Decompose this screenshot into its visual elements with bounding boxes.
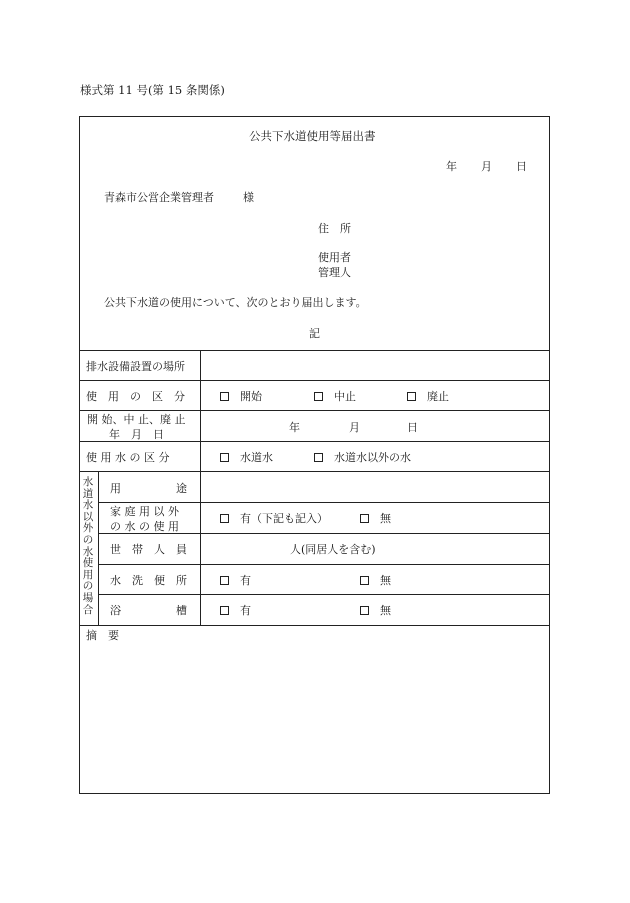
purpose-field[interactable] (201, 472, 549, 501)
usage-option-stop[interactable]: 中止 (314, 388, 356, 404)
checkbox[interactable] (360, 576, 369, 585)
water-type-label: 使 用 水 の 区 分 (86, 451, 170, 464)
row-divider (79, 380, 550, 381)
water-option-other[interactable]: 水道水以外の水 (314, 449, 411, 465)
checkbox[interactable] (314, 392, 323, 401)
usage-option-abolish[interactable]: 廃止 (407, 388, 449, 404)
members-label: 世 帯 人 員 (110, 543, 187, 556)
checkbox[interactable] (220, 392, 229, 401)
toilet-no-option[interactable]: 無 (360, 572, 391, 588)
ki-mark: 記 (309, 327, 320, 340)
location-label: 排水設備設置の場所 (86, 360, 185, 373)
purpose-label: 用 途 (110, 482, 187, 495)
row-divider (98, 564, 550, 565)
addressee: 青森市公営企業管理者 (104, 191, 214, 204)
usage-type-label: 使 用 の 区 分 (86, 390, 185, 403)
user-label: 使用者 (318, 251, 351, 264)
checkbox[interactable] (220, 453, 229, 462)
checkbox[interactable] (220, 514, 229, 523)
location-field[interactable] (201, 351, 549, 379)
toilet-label: 水 洗 便 所 (110, 574, 187, 587)
toilet-yes-option[interactable]: 有 (220, 572, 251, 588)
checkbox[interactable] (314, 453, 323, 462)
usage-option-start[interactable]: 開始 (220, 388, 262, 404)
bath-yes-option[interactable]: 有 (220, 602, 251, 618)
manager-label: 管理人 (318, 266, 351, 279)
household-yes-option[interactable]: 有（下記も記入） (220, 510, 328, 526)
household-no-option[interactable]: 無 (360, 510, 391, 526)
date-year: 年 (446, 160, 457, 173)
checkbox[interactable] (360, 606, 369, 615)
remarks-label: 摘 要 (86, 629, 119, 642)
date-label-line2: 年 月 日 (109, 428, 164, 441)
date-month: 月 (481, 160, 492, 173)
row-date-year: 年 (289, 421, 300, 434)
form-title: 公共下水道使用等届出書 (249, 129, 376, 143)
bath-no-option[interactable]: 無 (360, 602, 391, 618)
row-divider (79, 625, 550, 626)
household-label-line2: の 水 の 使 用 (110, 520, 179, 533)
checkbox[interactable] (220, 576, 229, 585)
household-label-line1: 家 庭 用 以 外 (110, 505, 179, 518)
remarks-field[interactable] (80, 645, 549, 792)
checkbox[interactable] (360, 514, 369, 523)
date-day: 日 (516, 160, 527, 173)
row-date-month: 月 (349, 421, 360, 434)
column-divider (98, 471, 99, 625)
water-option-tap[interactable]: 水道水 (220, 449, 273, 465)
bath-label: 浴 槽 (110, 604, 187, 617)
address-label: 住 所 (318, 222, 351, 235)
honorific: 様 (243, 191, 254, 204)
section-label-non-tap-water: 水道水以外の水使用の場合 (82, 476, 94, 616)
date-label-line1: 開 始、中 止、廃 止 (87, 413, 186, 426)
form-number: 様式第 11 号(第 15 条関係) (80, 83, 225, 97)
statement: 公共下水道の使用について、次のとおり届出します。 (104, 296, 367, 309)
checkbox[interactable] (220, 606, 229, 615)
members-value: 人(同居人を含む) (290, 543, 376, 556)
row-divider (98, 594, 550, 595)
checkbox[interactable] (407, 392, 416, 401)
row-date-day: 日 (407, 421, 418, 434)
